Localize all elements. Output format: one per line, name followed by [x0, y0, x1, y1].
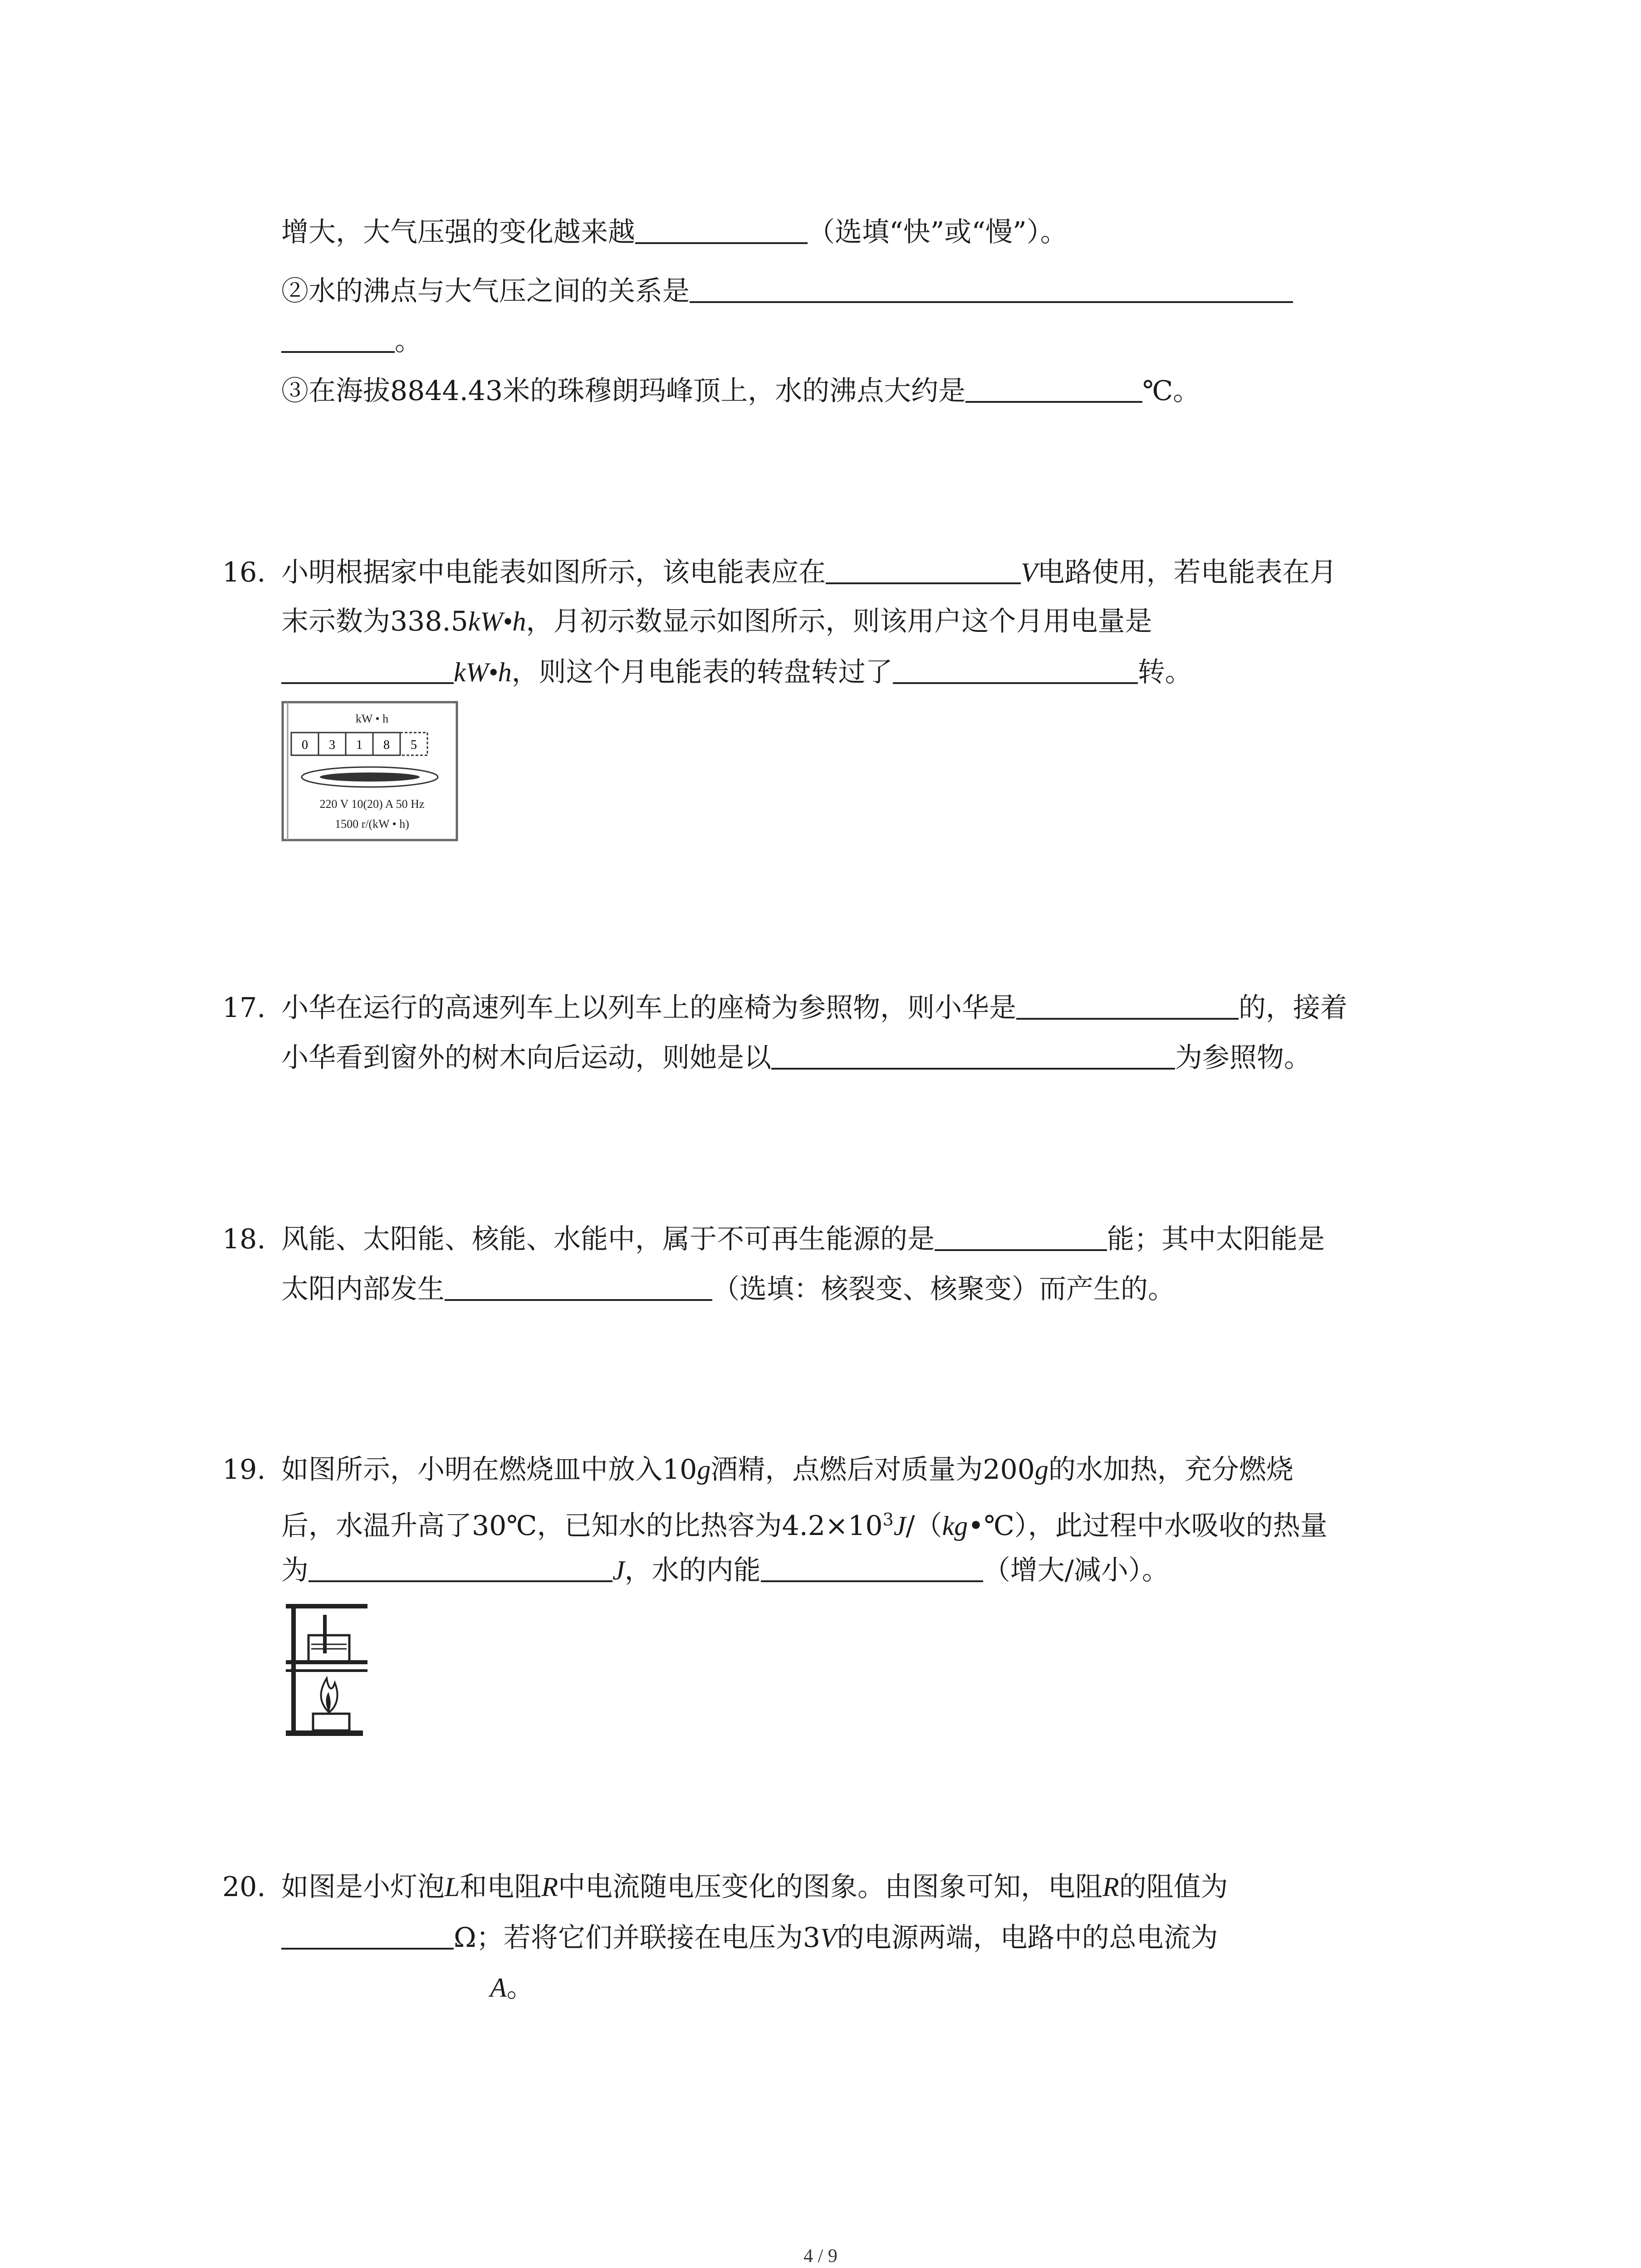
q15-text: 增大，大气压强的变化越来越: [281, 216, 635, 248]
q16-text: ，月初示数显示如图所示，则该用户这个月用电量是: [526, 606, 1152, 637]
answer-blank[interactable]: [1016, 989, 1239, 1020]
meter-digit: 1: [356, 738, 362, 752]
q19-var: g: [1034, 1455, 1048, 1485]
q19-text: •℃），此过程中水吸收的热量: [968, 1510, 1327, 1542]
q17-text: 小华看到窗外的树木向后运动，则她是以: [281, 1042, 771, 1074]
q20-var: R: [541, 1872, 558, 1902]
q19-text: 为: [281, 1554, 309, 1586]
q15-line-2: [281, 272, 1293, 309]
q19-text: 后，水温升高了30℃，已知水的比热容为4.2×10: [281, 1510, 883, 1542]
q16-text: 转。: [1137, 656, 1192, 688]
q15-line-1: [281, 213, 1068, 250]
q20-var: R: [1102, 1872, 1119, 1902]
q18-text: 能；其中太阳能是: [1107, 1223, 1325, 1255]
q19-var: kg: [942, 1511, 968, 1541]
q18-text: 风能、太阳能、核能、水能中，属于不可再生能源的是: [281, 1223, 935, 1255]
q19-exponent: 3: [882, 1510, 894, 1530]
q16-text: ，则这个月电能表的转盘转过了: [511, 656, 893, 688]
q19-text: 如图所示，小明在燃烧皿中放入10: [281, 1454, 697, 1486]
page-number: 4 / 9: [803, 2246, 838, 2267]
answer-blank[interactable]: [893, 653, 1138, 684]
q19-var: g: [697, 1455, 711, 1485]
answer-blank[interactable]: [935, 1220, 1107, 1251]
q19-var: J: [893, 1511, 906, 1541]
thermometer: [323, 1615, 327, 1653]
q19-text: ，水的内能: [624, 1554, 761, 1586]
meter-digit: 3: [329, 738, 335, 752]
q19-text: 的水加热，充分燃烧: [1048, 1454, 1293, 1486]
q15-line-3: [281, 322, 422, 359]
q19-text: （增大/减小）。: [983, 1554, 1169, 1586]
q20-line-1: [222, 1869, 1228, 1905]
question-number: 20.: [222, 1871, 266, 1903]
q16-text: 小明根据家中电能表如图所示，该电能表应在: [281, 557, 826, 588]
q20-var: V: [820, 1923, 837, 1953]
meter-digit: 5: [411, 738, 417, 752]
q20-text: 和电阻: [460, 1871, 542, 1903]
q20-line-2: [281, 1919, 1218, 1956]
question-number: 16.: [222, 557, 266, 588]
q18-text: 太阳内部发生: [281, 1273, 445, 1305]
meter-rate-label: 1500 r/(kW • h): [335, 817, 409, 831]
answer-blank[interactable]: [281, 322, 395, 353]
answer-blank[interactable]: [771, 1039, 1175, 1070]
q16-line-2: [281, 603, 1152, 640]
q18-text: （选填：核裂变、核聚变）而产生的。: [712, 1273, 1175, 1305]
q20-var: A: [490, 1973, 507, 2003]
meter-spec-label: 220 V 10(20) A 50 Hz: [319, 797, 425, 811]
q17-text: 小华在运行的高速列车上以列车上的座椅为参照物，则小华是: [281, 992, 1016, 1024]
q20-text: 如图是小灯泡: [281, 1871, 445, 1903]
q15-text: ②水的沸点与大气压之间的关系是: [281, 275, 690, 307]
burning-dish: [313, 1714, 349, 1730]
q19-var: J: [612, 1555, 625, 1585]
q18-line-2: [281, 1270, 1175, 1307]
question-number: 17.: [222, 992, 266, 1024]
answer-blank[interactable]: [281, 1919, 454, 1950]
q18-line-1: [222, 1220, 1325, 1257]
q16-line-3: [281, 653, 1192, 690]
q15-text: ℃。: [1142, 375, 1200, 407]
answer-blank[interactable]: [635, 213, 808, 244]
q20-line-3: [281, 1969, 534, 2006]
q16-var: V: [1021, 557, 1038, 587]
q20-text: 中电流随电压变化的图象。由图象可知，电阻: [558, 1871, 1103, 1903]
question-number: 18.: [222, 1223, 266, 1255]
meter-unit-label: kW • h: [355, 712, 389, 725]
answer-blank[interactable]: [965, 372, 1142, 403]
q20-var: L: [445, 1872, 460, 1902]
q15-line-4: [281, 372, 1200, 409]
answer-blank[interactable]: [690, 272, 1293, 303]
q20-text: 的电源两端，电路中的总电流为: [837, 1922, 1218, 1954]
q16-text: 末示数为338.5: [281, 606, 468, 637]
question-number: 19.: [222, 1454, 266, 1486]
q15-text: 。: [395, 325, 422, 357]
stand-pole: [291, 1606, 296, 1732]
q16-var: kW•h: [468, 606, 526, 636]
meter-digit: 0: [302, 738, 308, 752]
answer-blank[interactable]: [445, 1270, 712, 1301]
q19-text: /（: [906, 1510, 942, 1542]
q17-line-1: [222, 989, 1347, 1026]
q17-line-2: [281, 1039, 1311, 1076]
answer-blank[interactable]: [761, 1551, 983, 1582]
q19-line-3: [281, 1551, 1169, 1589]
q16-line-1: [222, 553, 1337, 591]
q20-text: 的阻值为: [1119, 1871, 1228, 1903]
answer-blank[interactable]: [281, 653, 454, 684]
answer-blank[interactable]: [281, 1969, 490, 1999]
meter-digit: 8: [383, 738, 390, 752]
q17-text: 的，接着: [1239, 992, 1347, 1024]
q19-text: 酒精，点燃后对质量为200: [710, 1454, 1035, 1486]
q20-text: 。: [506, 1972, 534, 2004]
q19-line-2: [281, 1501, 1327, 1544]
q20-text: Ω；若将它们并联接在电压为3: [454, 1922, 820, 1954]
answer-blank[interactable]: [309, 1551, 612, 1582]
q19-line-1: [222, 1452, 1293, 1488]
q15-text: ③在海拔8844.43米的珠穆朗玛峰顶上，水的沸点大约是: [281, 375, 966, 407]
q15-text: （选填“快”或“慢”）。: [808, 216, 1068, 248]
heating-apparatus-figure: [281, 1601, 372, 1742]
stand-top-bar: [286, 1604, 367, 1608]
answer-blank[interactable]: [826, 553, 1021, 584]
q16-var: kW•h: [454, 657, 512, 687]
electric-meter-figure: [281, 701, 458, 841]
q17-text: 为参照物。: [1175, 1042, 1311, 1074]
q16-text: 电路使用，若电能表在月: [1037, 557, 1337, 588]
